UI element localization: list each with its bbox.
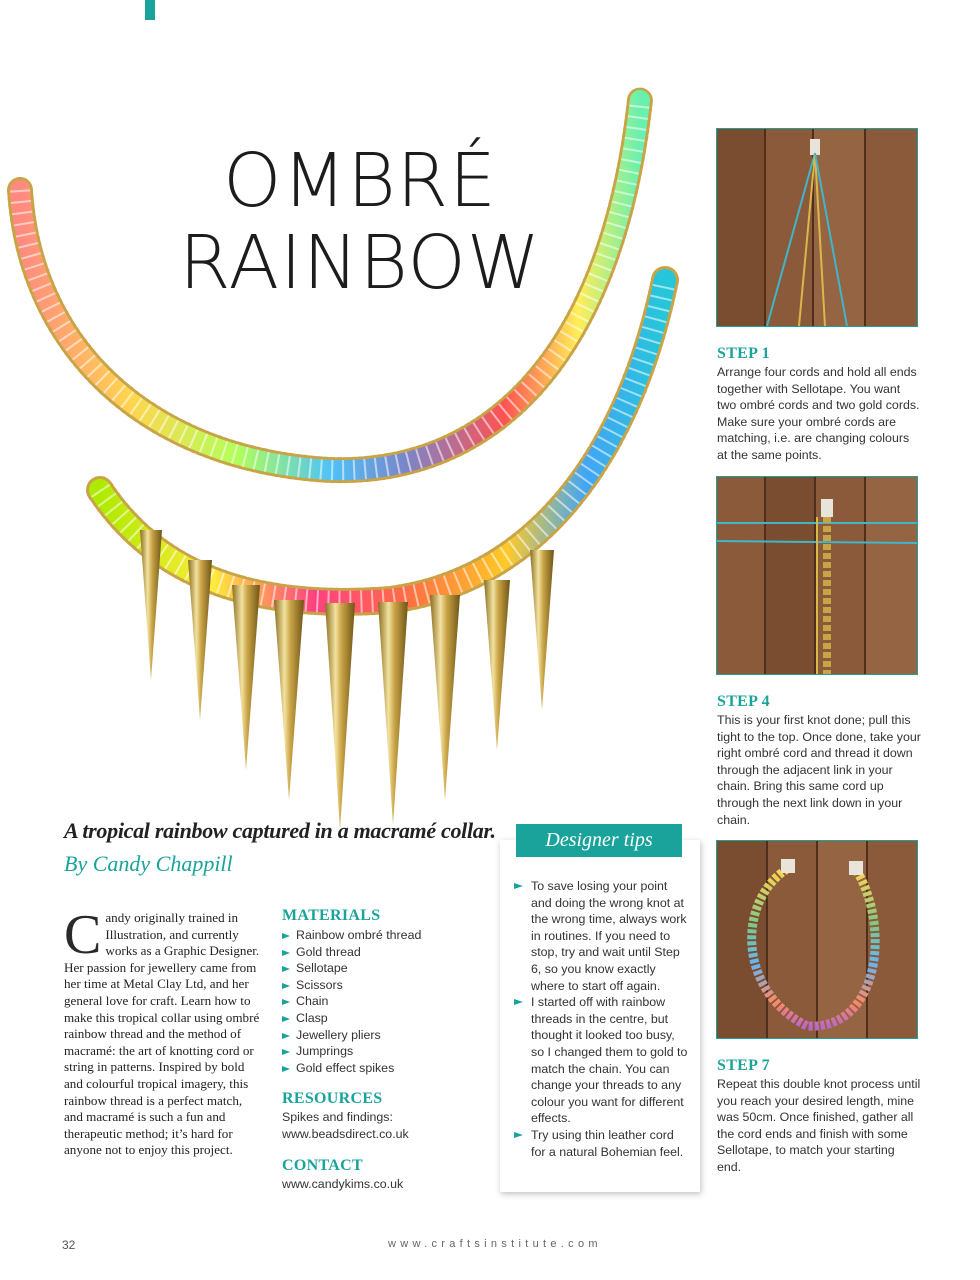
materials-heading: MATERIALS — [282, 907, 381, 924]
article-tagline: A tropical rainbow captured in a macramé collar. — [64, 818, 496, 843]
step-4-text: This is your first knot done; pull this tight to the top. Once done, take your right ombré cord and thread it down through the adjacent link in your chain. Bring this same cord up through the next link down in your chain. — [717, 713, 921, 827]
materials-item: Gold thread — [282, 944, 421, 961]
article-title — [150, 140, 570, 304]
contact-link[interactable]: www.candykims.co.uk — [282, 1177, 404, 1191]
step-7-text: Repeat this double knot process until you reach your desired length, mine was 50cm. Once finished, gather all the cord ends and finish with some Sellotape, to match your starting end. — [717, 1077, 921, 1174]
materials-item: Clasp — [282, 1010, 421, 1027]
title-line-1: OMBRÉ — [223, 138, 497, 224]
materials-item: Gold effect spikes — [282, 1060, 421, 1077]
materials-item: Rainbow ombré thread — [282, 927, 421, 944]
step-4-photo — [716, 476, 918, 675]
materials-item: Jewellery pliers — [282, 1027, 421, 1044]
designer-tips-list — [514, 878, 690, 1160]
step-1-heading: STEP 1 — [717, 345, 770, 362]
tip-item: Try using thin leather cord for a natural Bohemian feel. — [514, 1127, 690, 1160]
title-line-2: RAINBOW — [179, 220, 541, 306]
tip-item: To save losing your point and doing the wrong knot at the wrong time, always work in routines. If you need to stop, try and wait until Step 6, so you know exactly where to start off again. — [514, 878, 690, 994]
step-7-heading: STEP 7 — [717, 1057, 770, 1074]
step-1-text: Arrange four cords and hold all ends together with Sellotape. You want two ombré cords and two gold cords. Make sure your ombré cords are matching, i.e. are changing colours at the same points. — [717, 365, 920, 462]
materials-item: Jumprings — [282, 1043, 421, 1060]
materials-list — [282, 927, 421, 1076]
page-number: 32 — [62, 1238, 76, 1252]
tip-item: I started off with rainbow threads in the centre, but thought it looked too busy, so I changed them to gold to match the chain. You can change your threads to any colour you want for different effects. — [514, 994, 690, 1127]
designer-tips-heading: Designer tips — [516, 824, 682, 857]
bio-text: andy originally trained in Illustration, and currently works as a Graphic Designer. Her passion for jewellery came from her time at Metal Clay Ltd, and her general love for craft. Learn how to make this tropical collar using ombré rainbow thread and the method of macramé: the art of knotting cord or string in patterns. Inspired by bold and colourful tropical imagery, this rainbow thread is a perfect match, and macramé is such a fun and therapeutic method; it’s hard for anyone not to enjoy this project. — [64, 910, 260, 1158]
materials-item: Chain — [282, 993, 421, 1010]
step-7-photo — [716, 840, 918, 1039]
resources-heading: RESOURCES — [282, 1090, 383, 1107]
contact-heading: CONTACT — [282, 1157, 363, 1174]
author-byline: By Candy Chappill — [64, 851, 233, 876]
resources-link[interactable]: www.beadsdirect.co.uk — [282, 1127, 409, 1141]
step-4-heading: STEP 4 — [717, 693, 770, 710]
resources-label: Spikes and findings: — [282, 1110, 393, 1124]
author-bio — [64, 904, 264, 1159]
step-1-photo — [716, 128, 918, 327]
footer-website[interactable]: www.craftsinstitute.com — [388, 1238, 602, 1250]
materials-item: Scissors — [282, 977, 421, 994]
bio-dropcap: C — [64, 904, 102, 966]
materials-item: Sellotape — [282, 960, 421, 977]
